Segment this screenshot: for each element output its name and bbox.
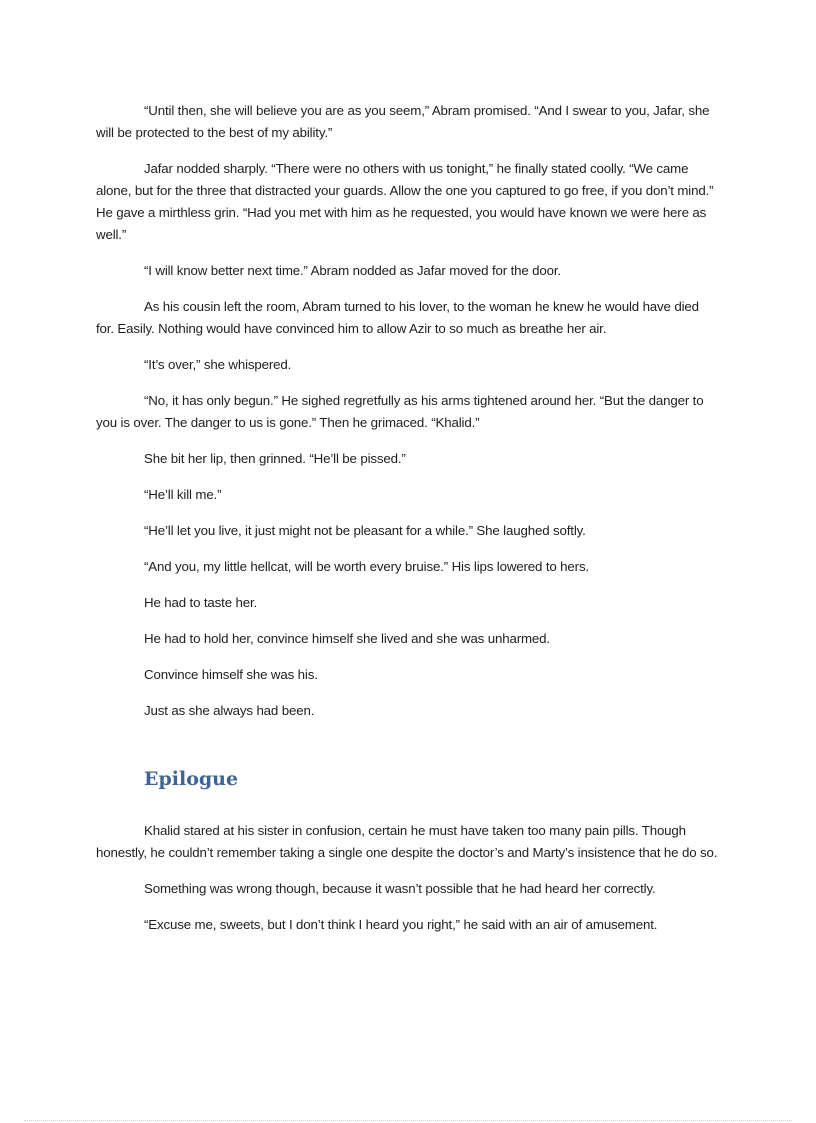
paragraph-2: Jafar nodded sharply. “There were no others with us tonight,” he finally stated coolly. “We came alone, but for the three that distracted your guards. Allow the one you captured to go free, if you don’t mind.” He gave a mirthless grin. “Had you met with him as he requested, you would have known we were here as well.” [96, 161, 714, 242]
paragraph-16: Something was wrong though, because it wasn’t possible that he had heard her correctly. [144, 881, 656, 896]
paragraph-10: “And you, my little hellcat, will be worth every bruise.” His lips lowered to hers. [144, 559, 589, 574]
paragraph-8: “He’ll kill me.” [144, 487, 222, 502]
paragraph-1: “Until then, she will believe you are as you seem,” Abram promised. “And I swear to you, Jafar, she will be protected to the best of my ability.” [96, 103, 710, 140]
paragraph-13: Convince himself she was his. [144, 667, 318, 682]
paragraph-14: Just as she always had been. [144, 703, 315, 718]
page-bottom-divider [24, 1120, 792, 1121]
paragraph-5: “It’s over,” she whispered. [144, 357, 292, 372]
paragraph-4: As his cousin left the room, Abram turned to his lover, to the woman he knew he would have died for. Easily. Nothing would have convinced him to allow Azir to so much as breathe her air. [96, 299, 699, 336]
document-page [96, 100, 720, 950]
paragraph-11: He had to taste her. [144, 595, 258, 610]
paragraph-6: “No, it has only begun.” He sighed regretfully as his arms tightened around her. “But the danger to you is over. The danger to us is gone.” Then he grimaced. “Khalid.” [96, 393, 704, 430]
paragraph-3: “I will know better next time.” Abram nodded as Jafar moved for the door. [144, 263, 561, 278]
paragraph-12: He had to hold her, convince himself she lived and she was unharmed. [144, 631, 550, 646]
chapter-heading-epilogue: Epilogue [144, 768, 239, 790]
paragraph-15: Khalid stared at his sister in confusion, certain he must have taken too many pain pills. Though honestly, he couldn’t remember taking a single one despite the doctor’s and Marty’s insistence that he do so. [96, 823, 718, 860]
paragraph-7: She bit her lip, then grinned. “He’ll be pissed.” [144, 451, 406, 466]
paragraph-17: “Excuse me, sweets, but I don’t think I heard you right,” he said with an air of amusement. [144, 917, 658, 932]
paragraph-9: “He’ll let you live, it just might not be pleasant for a while.” She laughed softly. [144, 523, 586, 538]
